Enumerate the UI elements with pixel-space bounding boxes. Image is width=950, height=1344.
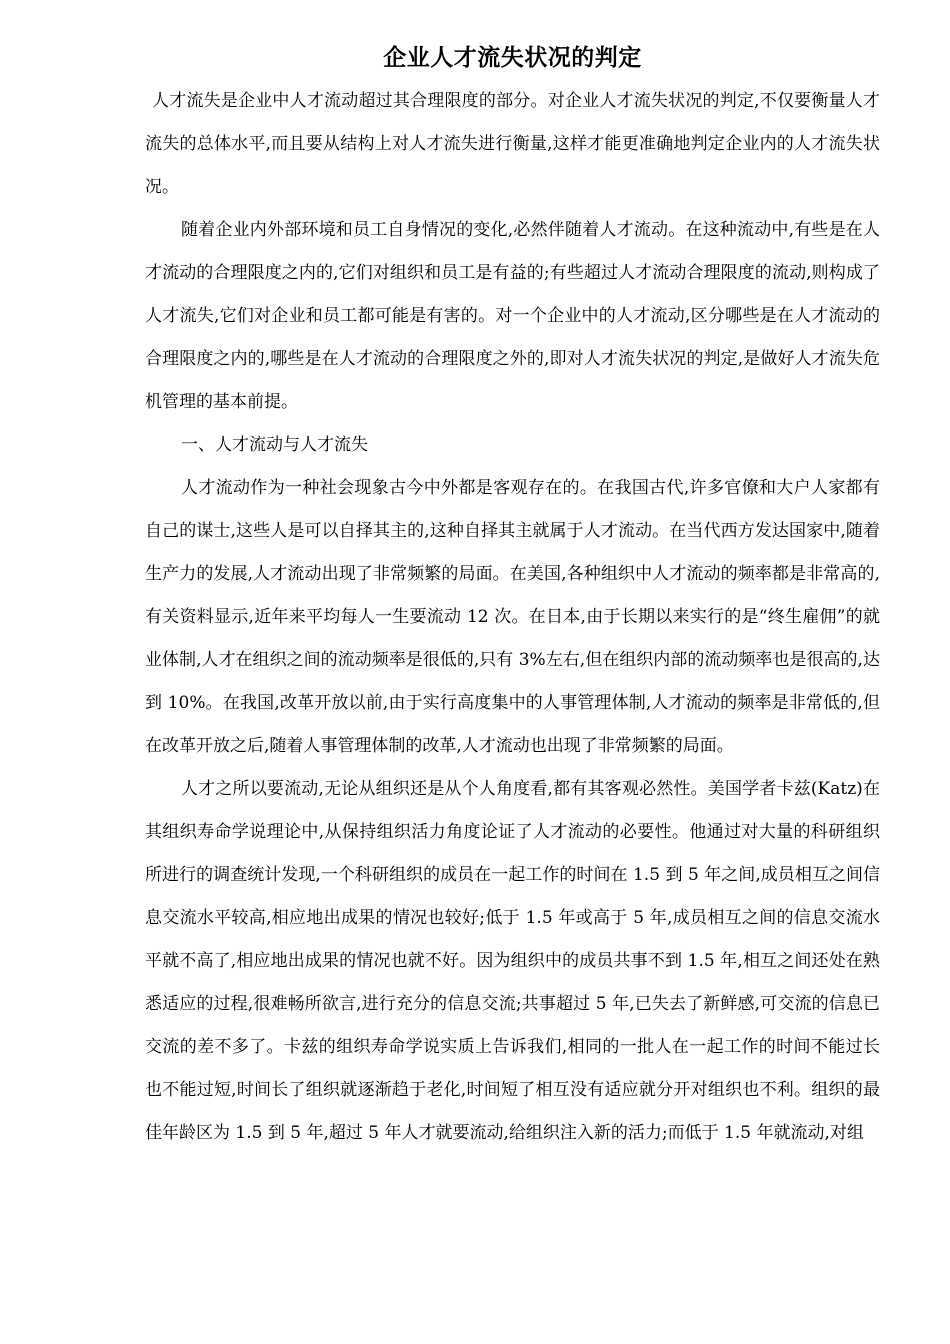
paragraph-intro: 人才流失是企业中人才流动超过其合理限度的部分。对企业人才流失状况的判定,不仅要衡量人才流失的总体水平,而且要从结构上对人才流失进行衡量,这样才能更准确地判定企业内的人才流失状况。	[145, 91, 880, 197]
section-heading: 一、人才流动与人才流失	[181, 435, 368, 455]
paragraph-flow-context: 随着企业内外部环境和员工自身情况的变化,必然伴随着人才流动。在这种流动中,有些是在人才流动的合理限度之内的,它们对组织和员工是有益的;有些超过人才流动合理限度的流动,则构成了人才流失,它们对企业和员工都可能是有害的。对一个企业中的人才流动,区分哪些是在人才流动的合理限度之内的,哪些是在人才流动的合理限度之外的,即对人才流失状况的判定,是做好人才流失危机管理的基本前提。	[145, 220, 880, 412]
paragraph-flow-history: 人才流动作为一种社会现象古今中外都是客观存在的。在我国古代,许多官僚和大户人家都有自己的谋士,这些人是可以自择其主的,这种自择其主就属于人才流动。在当代西方发达国家中,随着生产力的发展,人才流动出现了非常频繁的局面。在美国,各种组织中人才流动的频率都是非常高的,有关资料显示,近年来平均每人一生要流动 12 次。在日本,由于长期以来实行的是“终生雇佣”的就业体制,人才在组织之间的流动频率是很低的,只有 3%左右,但在组织内部的流动频率也是很高的,达到 10%。在我国,改革开放以前,由于实行高度集中的人事管理体制,人才流动的频率是非常低的,但在改革开放之后,随着人事管理体制的改革,人才流动也出现了非常频繁的局面。	[145, 478, 880, 756]
document-page	[145, 40, 880, 1155]
paragraph-katz-theory: 人才之所以要流动,无论从组织还是从个人角度看,都有其客观必然性。美国学者卡兹(Katz)在其组织寿命学说理论中,从保持组织活力角度论证了人才流动的必要性。他通过对大量的科研组织所进行的调查统计发现,一个科研组织的成员在一起工作的时间在 1.5 到 5 年之间,成员相互之间信息交流水平较高,相应地出成果的情况也较好;低于 1.5 年或高于 5 年,成员相互之间的信息交流水平就不高了,相应地出成果的情况也就不好。因为组织中的成员共事不到 1.5 年,相互之间还处在熟悉适应的过程,很难畅所欲言,进行充分的信息交流;共事超过 5 年,已失去了新鲜感,可交流的信息已交流的差不多了。卡兹的组织寿命学说实质上告诉我们,相同的一批人在一起工作的时间不能过长也不能过短,时间长了组织就逐渐趋于老化,时间短了相互没有适应就分开对组织也不利。组织的最佳年龄区为 1.5 到 5 年,超过 5 年人才就要流动,给组织注入新的活力;而低于 1.5 年就流动,对组	[145, 779, 880, 1143]
document-title: 企业人才流失状况的判定	[383, 44, 642, 71]
